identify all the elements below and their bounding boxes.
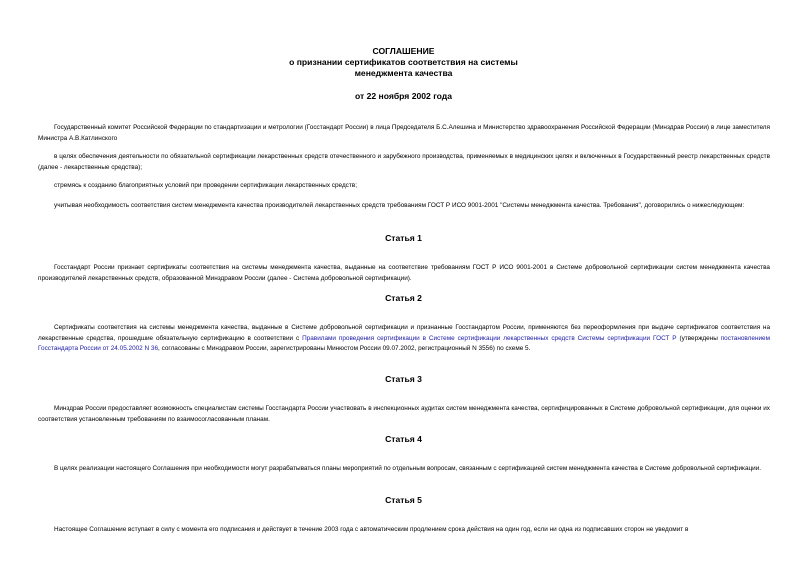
document-title-line-2: о признании сертификатов соответствия на системы [289,57,518,67]
article-2-text [38,323,770,355]
article-2-text-part-a: Сертификаты соответствия на системы менеджмента качества, выданные в Системе добровольной сертификации и признанные Госстандартом России, применяются без переоформления при выдаче сертификатов соответствия на лекарственные средства, прошедшие обязательную сертификацию в соответствии с [38,324,770,342]
preamble-paragraph-parties: Государственный комитет Российской Федерации по стандартизации и метрологии (Госстандарт России) в лица Председателя Б.С.Алешина и Министерство здравоохранения Российской Федерации (Минздрав России) в лице заместителя Министра А.В.Катлинского [38,124,770,142]
document-title-line-1: СОГЛАШЕНИЕ [372,46,435,56]
document-title-line-3: менеджмента качества [354,68,453,78]
rules-certification-link[interactable]: Правилами проведения сертификации в Системе сертификации лекарственных средств Системы сертификации ГОСТ Р [302,334,677,342]
preamble-paragraph-agreement: учитывая необходимость соответствия систем менеджмента качества производителей лекарственных средств требованиям ГОСТ Р ИСО 9001-2001 "Системы менеджмента качества. Требования", договорились о нижеследующем: [54,202,745,209]
article-2-heading: Статья 2 [385,293,422,303]
article-5-heading: Статья 5 [385,495,422,505]
article-1-heading: Статья 1 [385,233,422,243]
article-4-heading: Статья 4 [385,434,422,444]
gosstandart-resolution-link[interactable]: постановлением Госстандарта России от 24.05.2002 N 36 [38,334,770,352]
article-4-text: В целях реализации настоящего Соглашения при необходимости могут разрабатываться планы мероприятий по отдельным вопросам, связанным с сертификацией систем менеджмента качества в Системе добровольной сертификации. [54,465,762,472]
article-1-text: Госстандарт России признает сертификаты соответствия на системы менеджмента качества, выданные на соответствие требованиям ГОСТ Р ИСО 9001-2001 в Системе добровольной сертификации систем менеджмента качества производителей лекарственных средств, образованной Минздравом России (далее - Система добровольной сертификации). [38,264,770,282]
article-3-text: Минздрав России предоставляет возможность специалистам системы Госстандарта России участвовать в инспекционных аудитах систем менеджмента качества, сертифицированных в Системе добровольной сертификации, для оценки их соответствия установленным требованиям по взаимосогласованным планам. [38,405,770,423]
article-5-text: Настоящее Соглашение вступает в силу с момента его подписания и действует в течение 2003 года с автоматическим продлением срока действия на один год, если ни одна из подписавших сторон не уведомит в [54,526,689,533]
article-2-text-part-b: (утверждены [676,334,721,342]
article-3-heading: Статья 3 [385,374,422,384]
article-2-text-part-c: , согласованы с Минздравом России, зарегистрированы Минюстом России 09.07.2002, регистрационный N 3556) по схеме 5. [158,345,531,352]
document-date: от 22 ноября 2002 года [354,91,453,101]
preamble-paragraph-striving: стремясь к созданию благоприятных условий при проведении сертификации лекарственных средств; [54,182,357,189]
preamble-paragraph-purpose: в целях обеспечения деятельности по обязательной сертификации лекарственных средств отечественного и зарубежного производства, применяемых в медицинских целях и включенных в Государственный реестр лекарственных средств (далее - лекарственные средства); [38,153,770,171]
